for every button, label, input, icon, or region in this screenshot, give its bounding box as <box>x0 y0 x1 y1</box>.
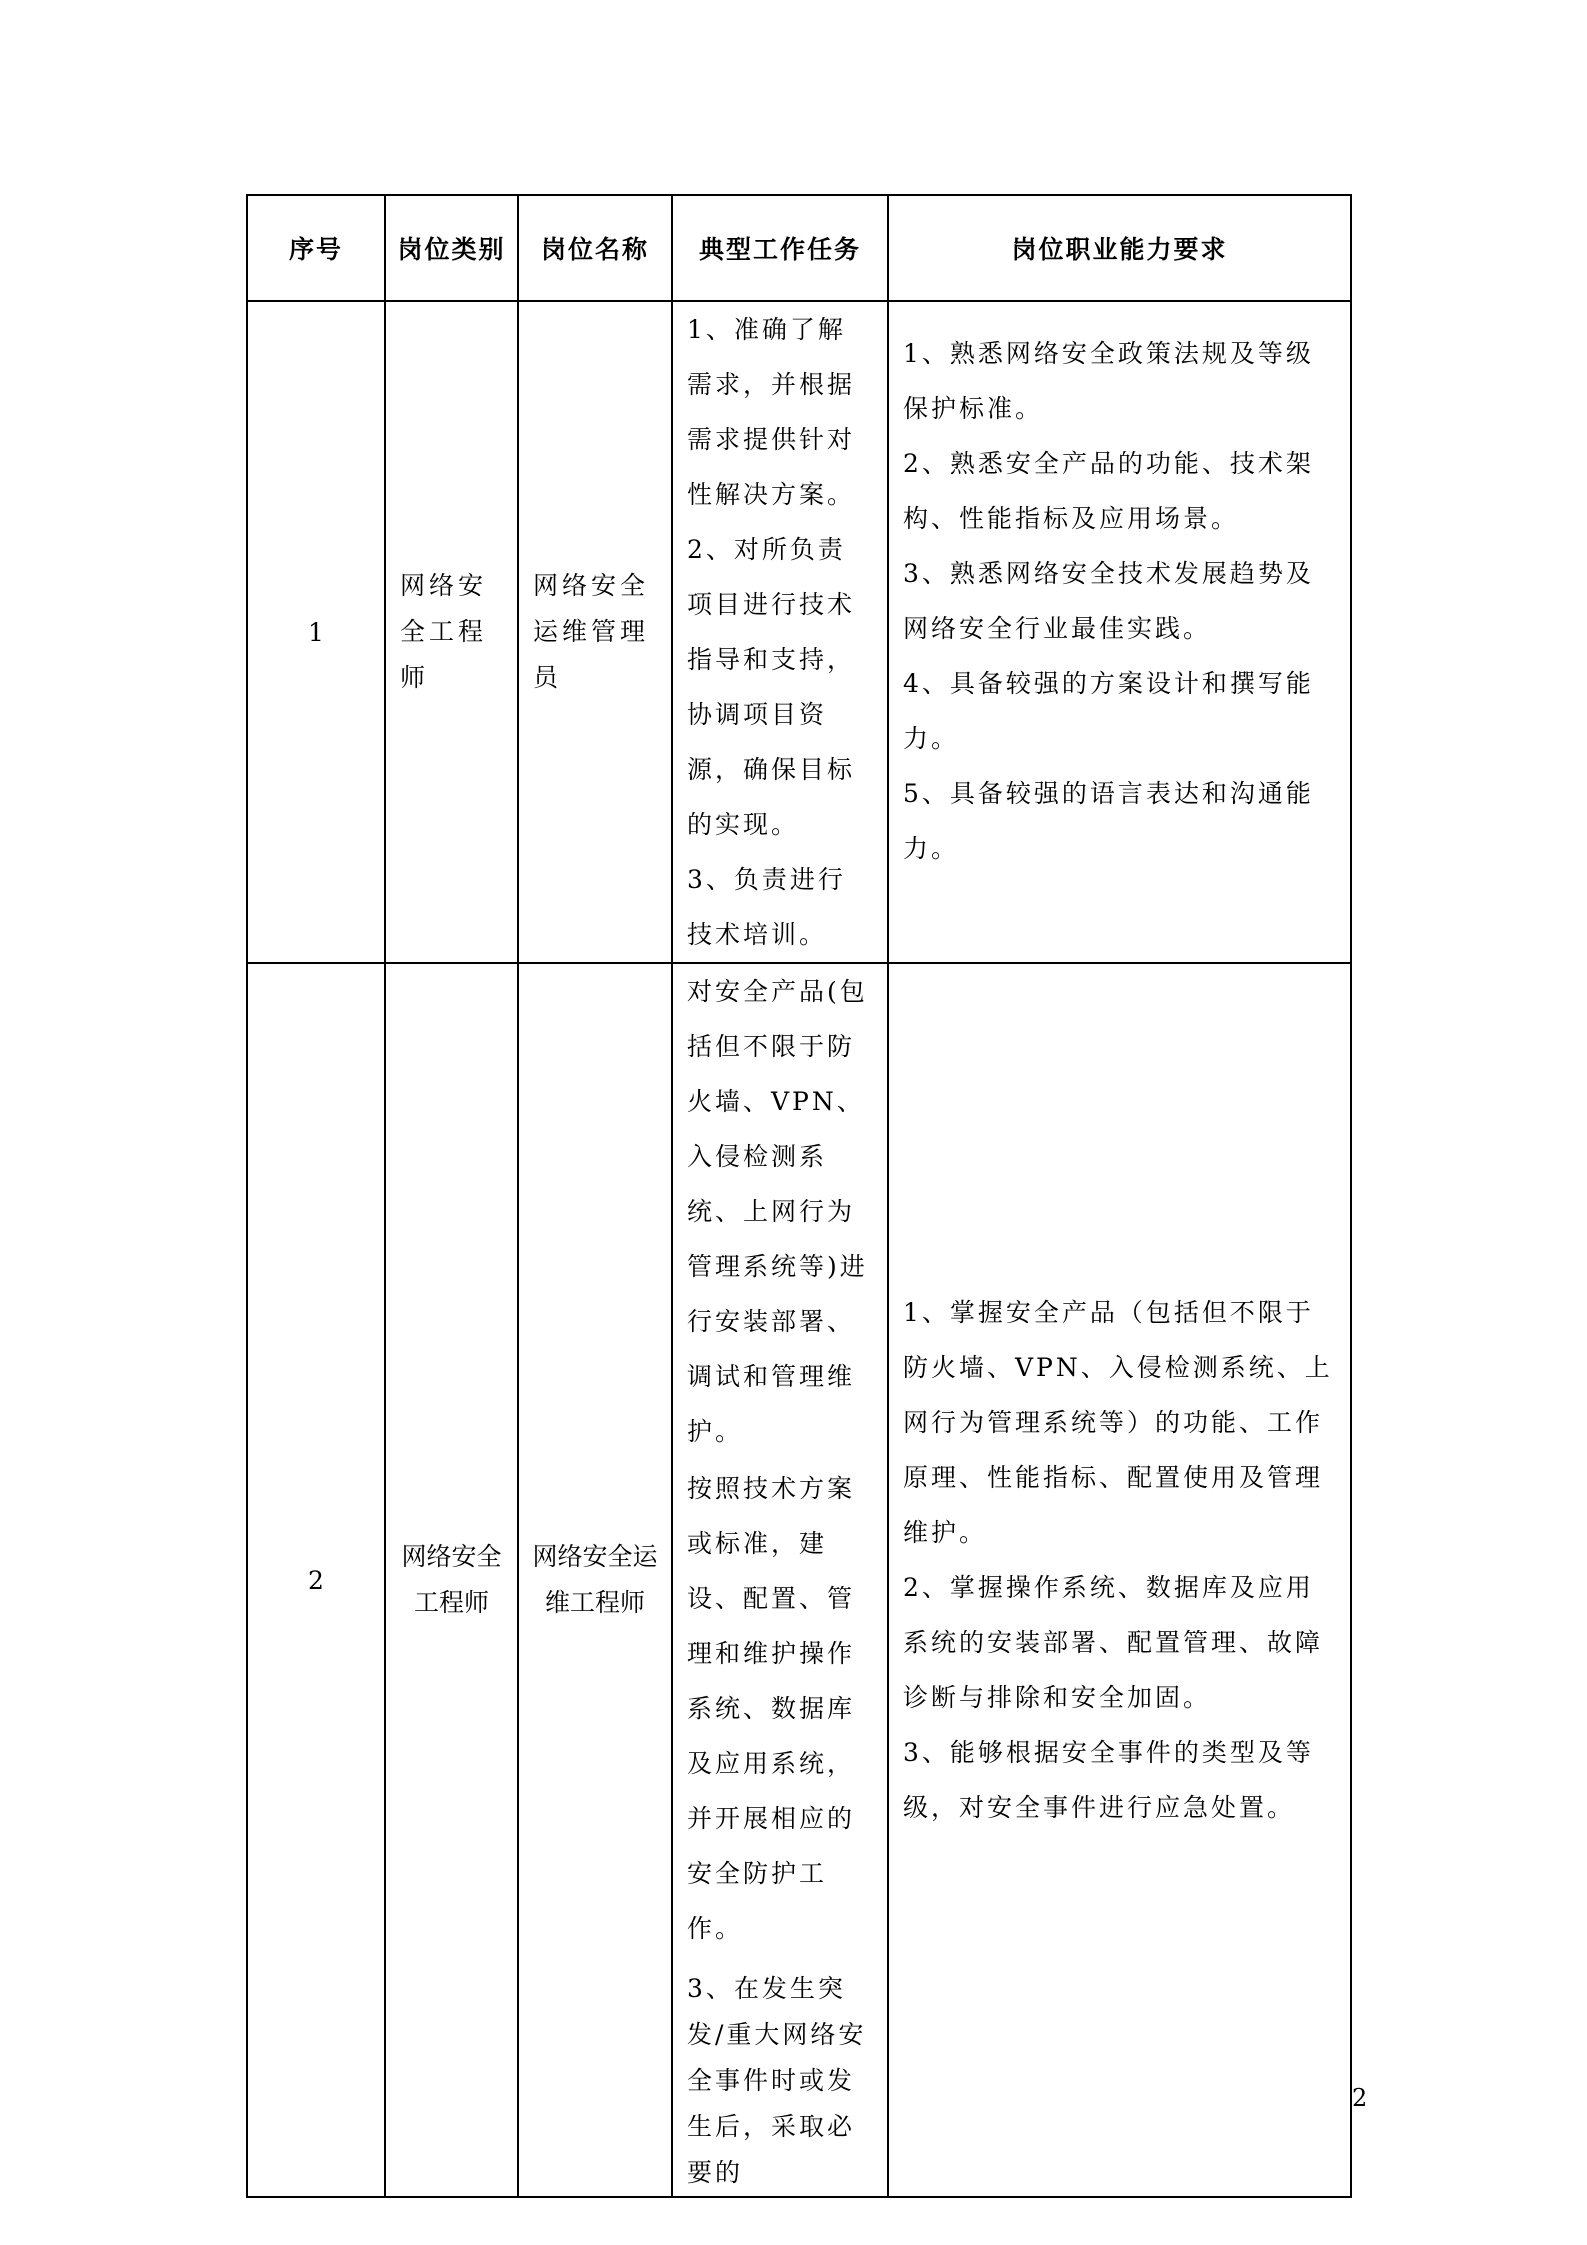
table-row <box>247 963 1351 2197</box>
header-position: 岗位名称 <box>518 195 672 301</box>
row-tasks <box>672 301 888 963</box>
header-requirements: 岗位职业能力要求 <box>888 195 1351 301</box>
requirement-item: 4、具备较强的方案设计和撰写能力。 <box>903 669 1314 753</box>
task-item: 3、负责进行技术培训。 <box>687 865 846 949</box>
page-number: 2 <box>1352 2084 1368 2112</box>
row-category: 网络安全工程师 <box>385 963 518 2197</box>
task-item: 2、对所负责项目进行技术指导和支持，协调项目资源，确保目标的实现。 <box>687 535 856 839</box>
row-position: 网络安全运维工程师 <box>518 963 672 2197</box>
requirement-item: 1、掌握安全产品（包括但不限于防火墙、VPN、入侵检测系统、上网行为管理系统等）的功能、工作原理、性能指标、配置使用及管理维护。 <box>903 1298 1333 1547</box>
requirement-item: 2、掌握操作系统、数据库及应用系统的安装部署、配置管理、故障诊断与排除和安全加固。 <box>903 1573 1324 1712</box>
table-header-row <box>247 195 1351 301</box>
row-requirements <box>888 963 1351 2197</box>
task-item: 1、准确了解需求，并根据需求提供针对性解决方案。 <box>687 315 856 509</box>
row-position: 网络安全运维管理员 <box>518 301 672 963</box>
requirement-item: 5、具备较强的语言表达和沟通能力。 <box>903 779 1314 863</box>
requirement-item: 1、熟悉网络安全政策法规及等级保护标准。 <box>903 339 1314 423</box>
job-requirements-table <box>246 194 1352 2198</box>
task-item: 3、在发生突发/重大网络安全事件时或发生后，采取必要的 <box>687 1974 867 2187</box>
table-row <box>247 301 1351 963</box>
row-index: 2 <box>247 963 385 2197</box>
header-index: 序号 <box>247 195 385 301</box>
row-requirements <box>888 301 1351 963</box>
header-tasks: 典型工作任务 <box>672 195 888 301</box>
row-index: 1 <box>247 301 385 963</box>
row-category: 网络安全工程师 <box>385 301 518 963</box>
header-category: 岗位类别 <box>385 195 518 301</box>
requirement-item: 3、熟悉网络安全技术发展趋势及网络安全行业最佳实践。 <box>903 559 1314 643</box>
task-item: 对安全产品(包括但不限于防火墙、VPN、入侵检测系统、上网行为管理系统等)进行安装部署、调试和管理维护。 <box>687 977 868 1446</box>
requirement-item: 3、能够根据安全事件的类型及等级，对安全事件进行应急处置。 <box>903 1738 1314 1822</box>
requirement-item: 2、熟悉安全产品的功能、技术架构、性能指标及应用场景。 <box>903 449 1314 533</box>
row-tasks <box>672 963 888 2197</box>
task-item: 按照技术方案或标准，建设、配置、管理和维护操作系统、数据库及应用系统，并开展相应的安全防护工作。 <box>687 1474 856 1943</box>
